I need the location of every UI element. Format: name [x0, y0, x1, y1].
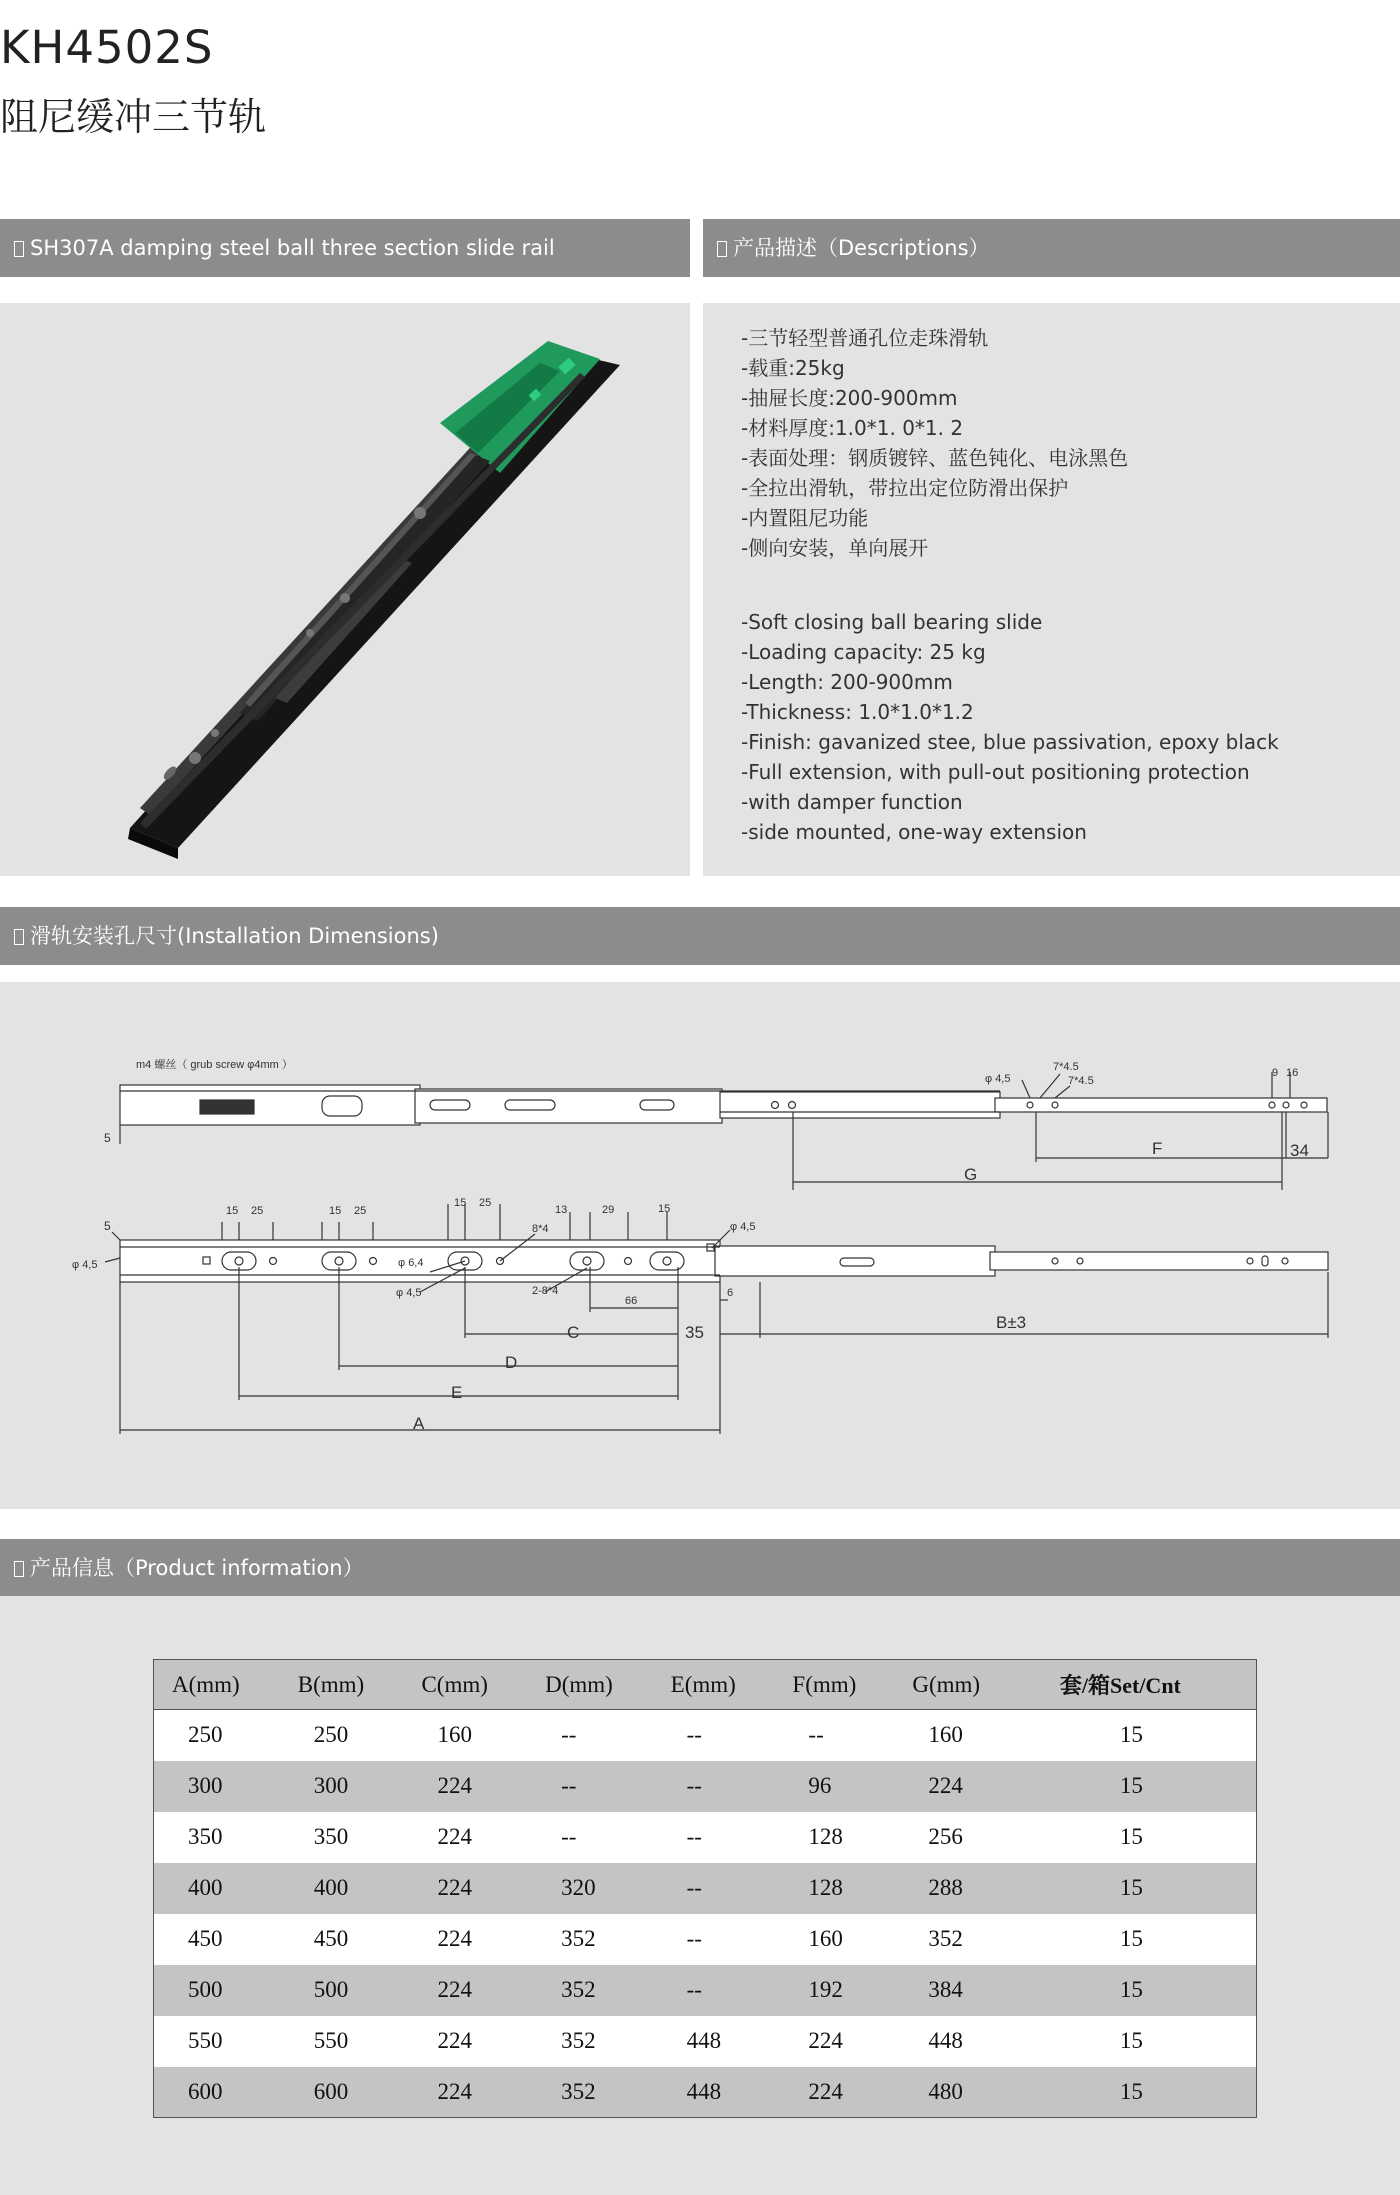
table-cell: 224 — [774, 2016, 894, 2067]
col-header-set: 套/箱Set/Cnt — [1020, 1660, 1257, 1710]
desc-en-item: -Thickness: 1.0*1.0*1.2 — [741, 700, 974, 724]
table-cell: 450 — [280, 1914, 404, 1965]
table-cell: 224 — [403, 1965, 527, 2016]
table-cell: 15 — [1020, 1914, 1257, 1965]
table-cell: 192 — [774, 1965, 894, 2016]
table-cell: 224 — [403, 1914, 527, 1965]
slide-rail-image — [0, 303, 690, 876]
dim-8x4: 8*4 — [532, 1223, 549, 1235]
square-icon — [717, 241, 727, 257]
dim-top-F: F — [1152, 1139, 1163, 1158]
desc-en-item: -side mounted, one-way extension — [741, 820, 1087, 844]
product-name-label: SH307A damping steel ball three section slide rail — [30, 236, 555, 260]
table-cell: 15 — [1020, 2067, 1257, 2118]
table-cell: 224 — [774, 2067, 894, 2118]
table-cell: 15 — [1020, 2016, 1257, 2067]
desc-en-item: -Soft closing ball bearing slide — [741, 610, 1043, 634]
product-info-label: 产品信息（Product information） — [30, 1556, 364, 1580]
table-cell: -- — [653, 1863, 775, 1914]
desc-en-item: -with damper function — [741, 790, 963, 814]
desc-cn-item: -侧向安装，单向展开 — [741, 536, 929, 560]
product-image-panel — [0, 303, 690, 876]
dim-E: E — [451, 1383, 463, 1402]
table-cell: 160 — [774, 1914, 894, 1965]
installation-bar — [0, 907, 1400, 965]
table-cell: 288 — [894, 1863, 1020, 1914]
table-cell: 250 — [280, 1710, 404, 1761]
table-cell: 15 — [1020, 1863, 1257, 1914]
desc-cn-item: -载重:25kg — [741, 356, 845, 380]
table-cell: 224 — [403, 2067, 527, 2118]
table-cell: 448 — [653, 2067, 775, 2118]
desc-cn-item: -表面处理：钢质镀锌、蓝色钝化、电泳黑色 — [741, 446, 1129, 470]
dim-bottom-5: 5 — [104, 1219, 111, 1233]
table-cell: 550 — [154, 2016, 280, 2067]
table-cell: -- — [527, 1710, 653, 1761]
table-cell: -- — [774, 1710, 894, 1761]
product-name-bar — [0, 219, 690, 277]
dim-top-G: G — [964, 1165, 978, 1184]
table-cell: 250 — [154, 1710, 280, 1761]
table-cell: 15 — [1020, 1761, 1257, 1812]
table-cell: 352 — [527, 2067, 653, 2118]
dim-C: C — [567, 1323, 580, 1342]
col-header-g: G(mm) — [894, 1660, 1020, 1710]
table-cell: 224 — [894, 1761, 1020, 1812]
table-cell: 96 — [774, 1761, 894, 1812]
table-cell: 448 — [653, 2016, 775, 2067]
table-cell: 352 — [894, 1914, 1020, 1965]
descriptions-bar — [703, 219, 1400, 277]
spec-table — [153, 1659, 1257, 2118]
table-cell: 384 — [894, 1965, 1020, 2016]
installation-label: 滑轨安装孔尺寸(Installation Dimensions) — [30, 924, 439, 948]
table-cell: 256 — [894, 1812, 1020, 1863]
table-cell: 300 — [154, 1761, 280, 1812]
table-cell: 550 — [280, 2016, 404, 2067]
dim-D: D — [505, 1353, 518, 1372]
square-icon — [14, 241, 24, 257]
dim-top-5: 5 — [104, 1131, 111, 1145]
table-cell: 600 — [154, 2067, 280, 2118]
dim-top-phi45: φ 4,5 — [985, 1073, 1011, 1085]
dim-15b: 15 — [329, 1205, 342, 1217]
product-info-bar — [0, 1539, 1400, 1597]
table-cell: 480 — [894, 2067, 1020, 2118]
table-cell: 224 — [403, 1863, 527, 1914]
table-row — [154, 2067, 1257, 2118]
table-cell: 350 — [280, 1812, 404, 1863]
dim-66: 66 — [625, 1295, 638, 1307]
table-row — [154, 1965, 1257, 2016]
table-cell: -- — [527, 1812, 653, 1863]
table-cell: 450 — [154, 1914, 280, 1965]
dim-25a: 25 — [251, 1205, 264, 1217]
table-cell: -- — [653, 1710, 775, 1761]
dim-bottom-phi45-left: φ 4,5 — [72, 1259, 98, 1271]
table-cell: 400 — [280, 1863, 404, 1914]
dim-6: 6 — [727, 1287, 734, 1299]
dim-25b: 25 — [354, 1205, 367, 1217]
desc-cn-item: -三节轻型普通孔位走珠滑轨 — [741, 326, 989, 350]
desc-en-item: -Loading capacity: 25 kg — [741, 640, 986, 664]
descriptions-cn-list — [741, 323, 1128, 563]
table-cell: 15 — [1020, 1965, 1257, 2016]
desc-en-item: -Finish: gavanized stee, blue passivation, epoxy black — [741, 730, 1279, 754]
dim-15c: 15 — [454, 1197, 467, 1209]
dim-35: 35 — [685, 1323, 704, 1342]
installation-drawing — [0, 982, 1400, 1509]
table-cell: 300 — [280, 1761, 404, 1812]
col-header-e: E(mm) — [653, 1660, 775, 1710]
dim-15d: 15 — [658, 1203, 671, 1215]
table-cell: -- — [653, 1914, 775, 1965]
table-cell: 352 — [527, 1965, 653, 2016]
dim-A: A — [413, 1414, 425, 1433]
col-header-a: A(mm) — [154, 1660, 280, 1710]
table-cell: 15 — [1020, 1812, 1257, 1863]
dim-top-745a: 7*4.5 — [1053, 1061, 1079, 1073]
dim-15a: 15 — [226, 1205, 239, 1217]
table-cell: -- — [653, 1812, 775, 1863]
dim-25c: 25 — [479, 1197, 492, 1209]
descriptions-label: 产品描述（Descriptions） — [733, 236, 990, 260]
table-cell: 128 — [774, 1812, 894, 1863]
col-header-c: C(mm) — [403, 1660, 527, 1710]
table-cell: 352 — [527, 1914, 653, 1965]
table-row — [154, 1710, 1257, 1761]
dim-top-745b: 7*4.5 — [1068, 1075, 1094, 1087]
table-cell: 500 — [280, 1965, 404, 2016]
desc-cn-item: -内置阻尼功能 — [741, 506, 869, 530]
table-row — [154, 1914, 1257, 1965]
table-header-row — [154, 1660, 1257, 1710]
desc-en-item: -Length: 200-900mm — [741, 670, 953, 694]
desc-en-item: -Full extension, with pull-out positioning protection — [741, 760, 1250, 784]
table-cell: 15 — [1020, 1710, 1257, 1761]
table-row — [154, 1863, 1257, 1914]
table-cell: 160 — [894, 1710, 1020, 1761]
square-icon — [14, 929, 24, 945]
col-header-f: F(mm) — [774, 1660, 894, 1710]
table-row — [154, 2016, 1257, 2067]
col-header-d: D(mm) — [527, 1660, 653, 1710]
table-cell: 400 — [154, 1863, 280, 1914]
dim-top-34: 34 — [1290, 1141, 1309, 1160]
dim-phi64: φ 6,4 — [398, 1257, 424, 1269]
table-cell: 500 — [154, 1965, 280, 2016]
table-cell: 224 — [403, 1812, 527, 1863]
table-cell: 160 — [403, 1710, 527, 1761]
table-cell: 600 — [280, 2067, 404, 2118]
dim-top-9: 9 — [1272, 1067, 1279, 1079]
installation-drawing-panel — [0, 982, 1400, 1509]
model-number: KH4502S — [0, 21, 214, 74]
desc-cn-item: -全拉出滑轨，带拉出定位防滑出保护 — [741, 476, 1069, 500]
table-cell: -- — [527, 1761, 653, 1812]
desc-cn-item: -抽屉长度:200-900mm — [741, 386, 958, 410]
screw-note: m4 螺丝（ grub screw φ4mm ） — [136, 1059, 293, 1071]
table-row — [154, 1812, 1257, 1863]
dim-13: 13 — [555, 1204, 568, 1216]
table-cell: 224 — [403, 2016, 527, 2067]
table-cell: 224 — [403, 1761, 527, 1812]
product-subtitle: 阻尼缓冲三节轨 — [0, 95, 267, 139]
dim-2-8x4: 2-8*4 — [532, 1285, 559, 1297]
table-cell: 352 — [527, 2016, 653, 2067]
col-header-b: B(mm) — [280, 1660, 404, 1710]
dim-29: 29 — [602, 1204, 615, 1216]
square-icon — [14, 1561, 24, 1577]
table-cell: 320 — [527, 1863, 653, 1914]
dim-bottom-phi45-right: φ 4,5 — [730, 1221, 756, 1233]
table-row — [154, 1761, 1257, 1812]
dim-bottom-phi45-low: φ 4,5 — [396, 1287, 422, 1299]
dim-top-16: 16 — [1286, 1067, 1299, 1079]
dim-B: B±3 — [996, 1313, 1027, 1332]
descriptions-en-list — [741, 607, 1279, 847]
table-cell: 448 — [894, 2016, 1020, 2067]
desc-cn-item: -材料厚度:1.0*1. 0*1. 2 — [741, 416, 964, 440]
table-cell: 128 — [774, 1863, 894, 1914]
table-cell: -- — [653, 1965, 775, 2016]
table-cell: 350 — [154, 1812, 280, 1863]
table-cell: -- — [653, 1761, 775, 1812]
